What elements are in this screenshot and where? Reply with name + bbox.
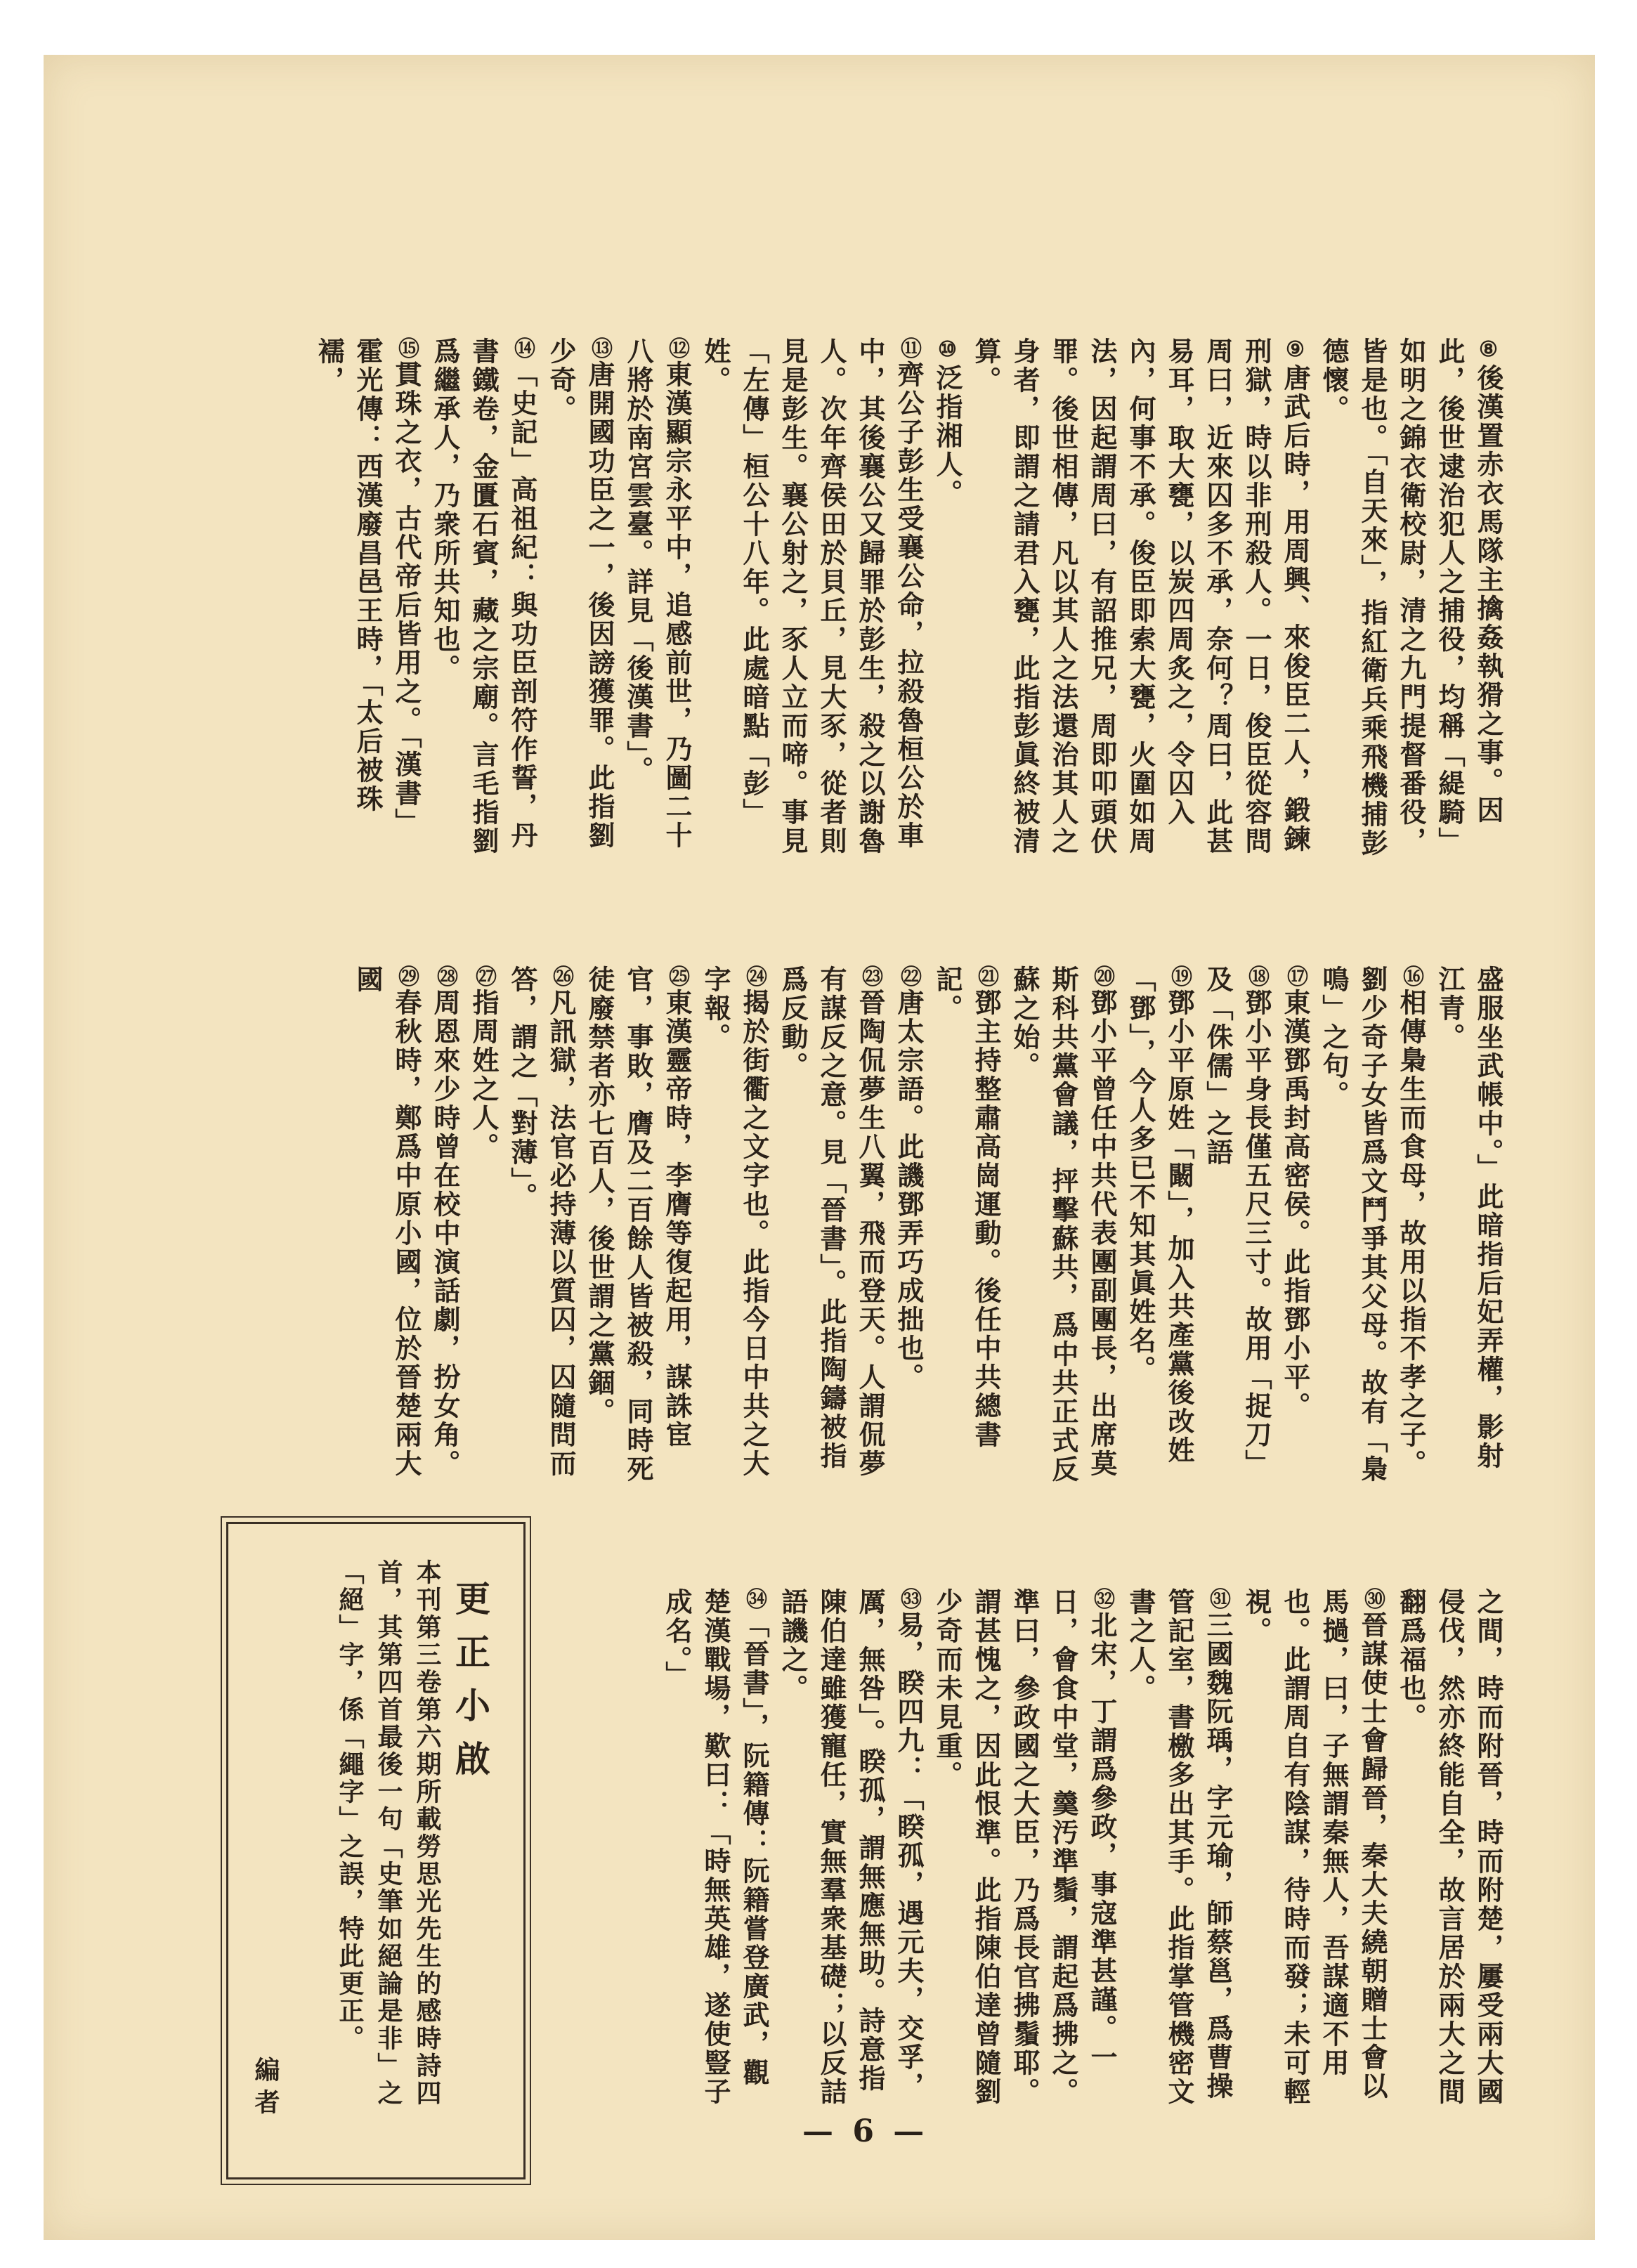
footnote-number: ⑨: [1283, 337, 1307, 364]
footnote-text: 揭於街衢之文字也。此指今日中共之大字報。: [700, 965, 770, 1478]
footnote-number: ⑱: [1244, 965, 1269, 989]
notes-section-bottom: [658, 1588, 1508, 2113]
footnote-number: ⑩: [935, 337, 960, 364]
footnote: [658, 1588, 774, 2113]
footnote-number: ⑫: [665, 337, 689, 360]
footnote-text: 易，睽四九：「睽孤，遇元夫，交孚，厲，無咎」。睽孤，謂無應無助。詩意指陳伯達雖獲寵任，實無羣衆基礎；以反詰語譏之。: [777, 1588, 925, 2106]
footnote-number: ㉓: [858, 965, 882, 989]
footnote-number: ㉝: [896, 1588, 921, 1611]
footnote-text: 後漢置赤衣馬隊主擒姦執猾之事。因此，後世逮治犯人之捕役，均稱「緹騎」如明之錦衣衛校尉，清之九門提督番役，皆是也。「自天來」，指紅衛兵乘飛機捕彭德懷。: [1318, 337, 1504, 858]
page-sheet: [44, 55, 1595, 2240]
footnote: [928, 337, 967, 863]
footnote: [1121, 965, 1199, 1491]
footnote-text: 鄧小平原姓「闞」，加入共產黨後改姓「鄧」，今人多已不知其眞姓名。: [1125, 965, 1195, 1465]
footnote-text: 「晉書」，阮籍傳：阮籍嘗登廣武，觀楚漢戰場，歎曰：「時無英雄，遂使豎子成名。」: [661, 1588, 770, 2106]
footnote-text: 鄧主持整肅高崗運動。後任中共總書記。: [932, 965, 1002, 1449]
footnote-number: ㉑: [974, 965, 998, 989]
footnote-text: 唐武后時，用周興、來俊臣二人，鍛鍊刑獄，時以非刑殺人。一日，俊臣從容問周曰，近來囚多不承，奈何？周曰，此甚易耳，取大甕，以炭四周炙之，令囚入內，何事不承。俊臣即索大甕，火圍如周法，因起謂周曰，有詔推兄，周即叩頭伏罪。後世相傳，凡以其人之法還治其人之身者，即謂之請君入甕，此指彭眞終被清算。: [970, 337, 1311, 856]
footnote: [464, 965, 503, 1491]
footnote-number: ㉖: [549, 965, 573, 989]
footnote-text: 唐太宗語。此譏鄧弄巧成拙也。: [893, 989, 925, 1392]
footnote-number: ㉞: [742, 1588, 767, 1611]
footnote: [696, 965, 774, 1491]
footnote-text: 東漢顯宗永平中，追感前世，乃圖二十八將於南宮雲臺。詳見「後漢書」。: [622, 337, 693, 850]
footnote-number: ⑧: [1476, 337, 1501, 364]
footnote-text: 齊公子彭生受襄公命，拉殺魯桓公於車中，其後襄公又歸罪於彭生，殺之以謝魯人。次年齊侯田於貝丘，見大豕，從者則見是彭生。襄公射之，豕人立而啼。事見「左傳」桓公十八年。此處暗點「彭」姓。: [700, 337, 925, 856]
footnote-number: ㉒: [896, 965, 921, 989]
footnote: [1237, 1588, 1392, 2113]
correction-notice-signature: 編者: [251, 2057, 280, 2121]
footnote: [310, 337, 426, 863]
footnote-text: 凡訊獄，法官必持薄以質囚，囚隨問而答，謂之「對薄」。: [507, 965, 577, 1478]
footnote: [1276, 965, 1315, 1491]
footnote: [348, 965, 426, 1491]
footnote: [580, 965, 696, 1491]
footnote: [1392, 1588, 1508, 2113]
footnote-number: ⑮: [394, 337, 419, 360]
footnote: [928, 1588, 1121, 2113]
footnote-text: 「史記」高祖紀：與功臣剖符作誓，丹書鐵卷，金匱石賓，藏之宗廟。言毛指劉爲繼承人，乃衆所共知也。: [429, 337, 538, 856]
footnote-number: ⑯: [1399, 965, 1423, 989]
correction-notice-body: 本刊第三卷第六期所載勞思光先生的感時詩四首，其第四首最後一句「史筆如絕論是非」之「絕」字，係「繩字」之誤，特此更正。: [335, 1559, 442, 2107]
footnote-text: 盛服坐武帳中。」此暗指后妃弄權，影射江青。: [1434, 965, 1504, 1471]
footnote-number: ㉕: [665, 965, 689, 989]
footnote-number: ㉘: [433, 965, 457, 989]
footnote-number: ㉛: [1206, 1588, 1230, 1611]
footnote-number: ⑭: [510, 337, 535, 360]
footnote-text: 鄧小平身長僅五尺三寸。故用「捉刀」及「侏儒」之語: [1202, 965, 1272, 1478]
footnote-number: ⑪: [896, 337, 921, 360]
footnote-text: 唐開國功臣之一，後因謗獲罪。此指劉少奇。: [545, 337, 615, 850]
footnote-number: ⑲: [1167, 965, 1192, 989]
footnote: [426, 337, 542, 863]
footnote: [889, 965, 928, 1491]
correction-notice-box: [226, 1522, 526, 2179]
page-number: — 6 —: [802, 2113, 929, 2149]
footnote-text: 晉陶侃夢生八翼，飛而登天。人謂侃夢有謀反之意。見「晉書」。此指陶鑄被指爲反動。: [777, 965, 886, 1478]
footnote-number: ㉜: [1090, 1588, 1114, 1611]
footnote-number: ㉙: [394, 965, 419, 989]
footnote: [1121, 1588, 1237, 2113]
footnote-text: 鄧小平曾任中共代表團副團長，出席莫斯科共黨會議，抨擊蘇共，爲中共正式反蘇之始。: [1009, 965, 1118, 1484]
footnote: [928, 965, 1005, 1491]
footnote: [774, 965, 889, 1491]
footnote: [619, 337, 696, 863]
footnote: [1430, 965, 1508, 1491]
footnote: [1199, 965, 1276, 1491]
footnote-text: 泛指湘人。: [932, 364, 963, 508]
footnote-text: 東漢鄧禹封高密侯。此指鄧小平。: [1279, 989, 1311, 1421]
footnote: [774, 1588, 928, 2113]
footnote: [1005, 965, 1121, 1491]
correction-notice-title: 更正小啟: [450, 1580, 491, 1794]
footnote-number: ⑰: [1283, 965, 1307, 989]
footnote-text: 之間，時而附晉，時而附楚，屢受兩大國侵伐，然亦終能自全，故言居於兩大之間翻爲福也。: [1395, 1588, 1504, 2106]
notes-section-middle: [348, 965, 1508, 1491]
notes-section-top: [310, 337, 1508, 863]
footnote-text: 東漢靈帝時，李膺等復起用，謀誅宦官，事敗，膺及二百餘人皆被殺，同時死徒廢禁者亦七百人，後世謂之黨錮。: [584, 965, 693, 1484]
footnote: [1315, 337, 1508, 863]
footnote: [696, 337, 928, 863]
footnote-text: 三國魏阮瑀，字元瑜，師蔡邕，爲曹操管記室，書檄多出其手。此指掌管機密文書之人。: [1125, 1588, 1234, 2106]
footnote-number: ㉔: [742, 965, 767, 989]
footnote-text: 北宋，丁謂爲參政，事寇準甚謹。一日，會食中堂，羹汚準鬚，謂起爲拂之。準曰，參政國之大臣，乃爲長官拂鬚耶。謂甚愧之，因此恨準。此指陳伯達曾隨劉少奇而未見重。: [932, 1588, 1118, 2106]
footnote-text: 指周姓之人。: [468, 989, 500, 1161]
footnote-text: 貫珠之衣，古代帝后皆用之。「漢書」霍光傳：西漢廢昌邑王時，「太后被珠襦，: [313, 337, 422, 837]
footnote: [1315, 965, 1430, 1491]
footnote-number: ㉚: [1360, 1588, 1385, 1611]
footnote-number: ⑳: [1090, 965, 1114, 989]
footnote: [542, 337, 619, 863]
footnote-text: 春秋時，鄭爲中原小國，位於晉楚兩大國: [352, 965, 422, 1478]
footnote-text: 相傳梟生而食母，故用以指不孝之子。劉少奇子女皆爲文鬥爭其父母。故有「梟鳴」之句。: [1318, 965, 1427, 1484]
footnote-text: 晉謀使士會歸晉，秦大夫繞朝贈士會以馬撾，曰，子無謂秦無人，吾謀適不用也。此謂周自有陰謀，待時而發；未可輕視。: [1241, 1588, 1388, 2106]
footnote: [967, 337, 1315, 863]
footnote: [426, 965, 464, 1491]
footnote-number: ㉗: [471, 965, 496, 989]
footnote-text: 周恩來少時曾在校中演話劇，扮女角。: [429, 989, 461, 1478]
footnote-number: ⑬: [587, 337, 612, 360]
footnote: [503, 965, 580, 1491]
